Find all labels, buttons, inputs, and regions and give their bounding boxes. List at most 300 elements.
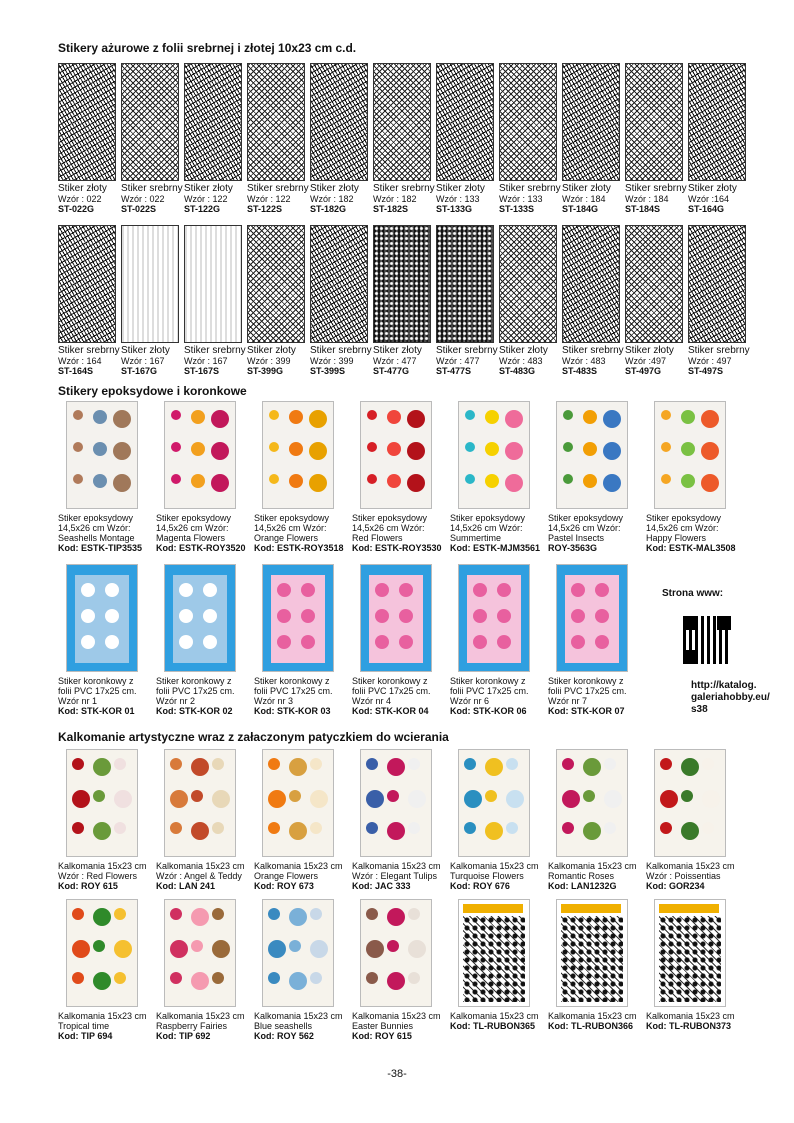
lace-doily	[203, 583, 217, 597]
caption-code: Kod: STK-KOR 04	[352, 706, 429, 716]
caption-code: Kod: GOR234	[646, 881, 705, 891]
lace-sticker-item[interactable]	[625, 225, 688, 376]
sticker-name: Stiker złoty	[247, 345, 296, 356]
decal-caption	[646, 861, 742, 891]
decal-motif	[387, 758, 405, 776]
lace-sticker-item[interactable]	[373, 63, 436, 214]
decal-motif	[212, 790, 230, 808]
decal-image	[262, 899, 334, 1007]
decal-image	[654, 749, 726, 857]
decal-motif	[506, 758, 518, 770]
epoxy-sticker-caption	[352, 513, 448, 553]
caption-line1: Stiker epoksydowy	[352, 513, 428, 523]
decal-item[interactable]	[254, 899, 350, 1041]
sticker-pattern: Wzór : 399	[247, 356, 291, 366]
pvc-lace-sticker-image	[360, 564, 432, 672]
decal-motif	[604, 790, 622, 808]
decal-motif	[506, 790, 524, 808]
sticker-sheet	[75, 575, 129, 663]
decal-motif	[72, 908, 84, 920]
decal-item[interactable]	[254, 749, 350, 891]
lace-sticker-item[interactable]	[121, 63, 184, 214]
sticker-name: Stiker srebrny	[184, 345, 246, 356]
lace-sticker-caption	[373, 184, 436, 214]
sticker-code: ST-182G	[310, 204, 347, 214]
decal-caption	[352, 1011, 448, 1041]
decal-motif	[366, 758, 378, 770]
decal-item[interactable]	[58, 749, 154, 891]
decal-item[interactable]	[352, 749, 448, 891]
caption-line1: Kalkomania 15x23 cm	[646, 861, 735, 871]
caption-line2: Orange Flowers	[254, 871, 319, 881]
epoxy-sticker-image	[66, 401, 138, 509]
decal-motif	[289, 908, 307, 926]
website-label: Strona www:	[662, 588, 724, 599]
website-url-line1: http://katalog.	[691, 680, 757, 691]
website-url[interactable]	[691, 680, 770, 716]
sticker-motif	[603, 410, 621, 428]
sticker-motif	[661, 410, 671, 420]
decal-motif	[310, 908, 322, 920]
lace-doily	[277, 635, 291, 649]
lace-sticker-item[interactable]	[688, 63, 751, 214]
caption-line2: 14,5x26 cm Wzór:	[646, 523, 719, 533]
decal-caption	[58, 1011, 154, 1041]
lace-sticker-caption	[121, 346, 184, 376]
caption-line2: 14,5x26 cm Wzór:	[254, 523, 327, 533]
decal-motif	[310, 822, 322, 834]
decal-motif	[72, 940, 90, 958]
pvc-lace-sticker-item[interactable]	[548, 564, 644, 716]
lace-sticker-caption	[562, 184, 625, 214]
decal-motif	[408, 790, 426, 808]
decal-item[interactable]	[646, 749, 742, 891]
sticker-code: ST-022S	[121, 204, 157, 214]
website-url-line2: galeriahobby.eu/	[691, 692, 770, 703]
lace-sticker-caption	[499, 346, 562, 376]
caption-code: Kod: STK-KOR 07	[548, 706, 625, 716]
lace-sticker-item[interactable]	[121, 225, 184, 376]
sticker-motif	[93, 410, 107, 424]
lace-doily	[571, 583, 585, 597]
caption-line2: Easter Bunnies	[352, 1021, 414, 1031]
lace-sticker-caption	[688, 184, 751, 214]
decal-motif	[191, 908, 209, 926]
decal-motif	[604, 822, 616, 834]
decal-motif	[170, 790, 188, 808]
lace-doily	[497, 609, 511, 623]
lace-sticker-image	[121, 63, 179, 181]
caption-line3: Wzór nr 6	[450, 696, 490, 706]
sticker-motif	[191, 410, 205, 424]
decal-art	[463, 916, 525, 1002]
lace-sticker-item[interactable]	[436, 225, 499, 376]
lace-sticker-item[interactable]	[373, 225, 436, 376]
lace-sticker-caption	[247, 184, 310, 214]
caption-line3: Wzór nr 2	[156, 696, 196, 706]
caption-line2: Romantic Roses	[548, 871, 615, 881]
lace-sticker-image	[499, 63, 557, 181]
decal-item[interactable]	[646, 899, 742, 1031]
lace-doily	[203, 609, 217, 623]
caption-code: Kod: ROY 562	[254, 1031, 314, 1041]
decal-motif	[464, 790, 482, 808]
lace-sticker-image	[688, 63, 746, 181]
sticker-pattern: Wzór : 182	[373, 194, 417, 204]
sticker-motif	[113, 410, 131, 428]
pvc-lace-sticker-image	[66, 564, 138, 672]
sticker-name: Stiker złoty	[499, 345, 548, 356]
caption-code: Kod: ESTK-ROY3518	[254, 543, 344, 553]
caption-code: Kod: JAC 333	[352, 881, 411, 891]
lace-sticker-image	[121, 225, 179, 343]
lace-sticker-caption	[625, 184, 688, 214]
sticker-name: Stiker złoty	[121, 345, 170, 356]
decal-image	[66, 899, 138, 1007]
sticker-motif	[681, 410, 695, 424]
lace-sticker-item[interactable]	[184, 225, 247, 376]
lace-sticker-item[interactable]	[625, 63, 688, 214]
caption-code: Kod: TL-RUBON373	[646, 1021, 731, 1031]
sticker-sheet	[173, 575, 227, 663]
lace-doily	[595, 635, 609, 649]
decal-motif	[170, 758, 182, 770]
section-title-decals: Kalkomanie artystyczne wraz z załaczonym patyczkiem do wcierania	[58, 730, 449, 744]
lace-sticker-item[interactable]	[58, 63, 121, 214]
sticker-motif	[191, 442, 205, 456]
sticker-motif	[93, 474, 107, 488]
lace-doily	[399, 609, 413, 623]
pvc-lace-sticker-image	[262, 564, 334, 672]
lace-doily	[375, 609, 389, 623]
caption-line2: 14,5x26 cm Wzór:	[58, 523, 131, 533]
lace-sticker-caption	[310, 184, 373, 214]
epoxy-sticker-image	[654, 401, 726, 509]
decal-motif	[408, 758, 420, 770]
caption-line1: Kalkomania 15x23 cm	[156, 861, 245, 871]
sticker-motif	[465, 474, 475, 484]
epoxy-sticker-item[interactable]	[352, 401, 448, 553]
decal-motif	[268, 822, 280, 834]
lace-sticker-image	[562, 63, 620, 181]
lace-sticker-item[interactable]	[562, 225, 625, 376]
lace-sticker-item[interactable]	[562, 63, 625, 214]
sticker-name: Stiker srebrny	[310, 345, 372, 356]
caption-line2: 14,5x26 cm Wzór:	[548, 523, 621, 533]
lace-doily	[571, 635, 585, 649]
caption-line2: folii PVC 17x25 cm.	[254, 686, 333, 696]
sticker-motif	[171, 410, 181, 420]
sticker-code: ST-399G	[247, 366, 284, 376]
pvc-lace-sticker-caption	[58, 676, 154, 716]
decal-image	[654, 899, 726, 1007]
decal-motif	[681, 790, 693, 802]
caption-code: Kod: ESTK-MJM3561	[450, 543, 541, 553]
lace-sticker-caption	[436, 184, 499, 214]
lace-doily	[571, 609, 585, 623]
sticker-motif	[563, 442, 573, 452]
caption-line1: Kalkomania 15x23 cm	[450, 1011, 539, 1021]
caption-line2: Raspberry Fairies	[156, 1021, 228, 1031]
decal-caption	[254, 861, 350, 891]
lace-sticker-image	[247, 63, 305, 181]
caption-line2: 14,5x26 cm Wzór:	[352, 523, 425, 533]
epoxy-sticker-image	[458, 401, 530, 509]
decal-motif	[114, 758, 126, 770]
caption-line1: Stiker epoksydowy	[156, 513, 232, 523]
decal-motif	[114, 972, 126, 984]
lace-sticker-image	[247, 225, 305, 343]
lace-sticker-caption	[184, 346, 247, 376]
decal-item[interactable]	[548, 899, 644, 1031]
section-title-lace: Stikery ażurowe z folii srebrnej i złotej 10x23 cm c.d.	[58, 41, 357, 55]
lace-sticker-item[interactable]	[247, 63, 310, 214]
lace-sticker-item[interactable]	[247, 225, 310, 376]
epoxy-sticker-caption	[254, 513, 350, 553]
decal-motif	[191, 790, 203, 802]
sticker-sheet	[565, 575, 619, 663]
pvc-lace-sticker-item[interactable]	[352, 564, 448, 716]
caption-line1: Stiker koronkowy z	[352, 676, 428, 686]
sticker-code: ST-497G	[625, 366, 662, 376]
caption-line2: 14,5x26 cm Wzór:	[450, 523, 523, 533]
sticker-motif	[73, 410, 83, 420]
lace-sticker-item[interactable]	[310, 225, 373, 376]
lace-sticker-caption	[58, 346, 121, 376]
decal-motif	[114, 908, 126, 920]
caption-code: Kod: TIP 694	[58, 1031, 113, 1041]
sticker-motif	[505, 410, 523, 428]
epoxy-sticker-item[interactable]	[548, 401, 644, 553]
decal-art	[561, 916, 623, 1002]
sticker-brand-header	[659, 904, 719, 913]
decal-motif	[387, 822, 405, 840]
epoxy-sticker-caption	[450, 513, 546, 553]
sticker-motif	[465, 442, 475, 452]
sticker-name: Stiker srebrny	[562, 345, 624, 356]
pvc-lace-sticker-item[interactable]	[58, 564, 154, 716]
lace-doily	[203, 635, 217, 649]
decal-motif	[212, 972, 224, 984]
lace-sticker-caption	[499, 184, 562, 214]
decal-motif	[268, 758, 280, 770]
decal-motif	[93, 790, 105, 802]
epoxy-sticker-item[interactable]	[254, 401, 350, 553]
lace-doily	[473, 609, 487, 623]
caption-line1: Kalkomania 15x23 cm	[58, 1011, 147, 1021]
sticker-name: Stiker srebrny	[247, 183, 309, 194]
sticker-code: ST-122G	[184, 204, 221, 214]
decal-motif	[289, 790, 301, 802]
decal-motif	[366, 790, 384, 808]
epoxy-sticker-image	[556, 401, 628, 509]
sticker-pattern: Wzór : 477	[373, 356, 417, 366]
lace-sticker-image	[184, 225, 242, 343]
decal-caption	[548, 861, 644, 891]
sticker-name: Stiker złoty	[58, 183, 107, 194]
decal-caption	[548, 1011, 644, 1031]
decal-motif	[289, 758, 307, 776]
sticker-motif	[211, 442, 229, 460]
decal-motif	[93, 758, 111, 776]
epoxy-sticker-caption	[58, 513, 154, 553]
lace-sticker-item[interactable]	[184, 63, 247, 214]
sticker-motif	[485, 410, 499, 424]
decal-motif	[387, 908, 405, 926]
caption-line2: folii PVC 17x25 cm.	[548, 686, 627, 696]
epoxy-sticker-caption	[156, 513, 252, 553]
sticker-pattern: Wzór : 399	[310, 356, 354, 366]
decal-motif	[485, 758, 503, 776]
caption-line3: Wzór nr 7	[548, 696, 588, 706]
sticker-code: ST-164S	[58, 366, 94, 376]
decal-item[interactable]	[156, 899, 252, 1041]
sticker-pattern: Wzór : 182	[310, 194, 354, 204]
sticker-motif	[583, 410, 597, 424]
sticker-pattern: Wzór :164	[688, 194, 730, 204]
epoxy-sticker-item[interactable]	[156, 401, 252, 553]
decal-motif	[408, 940, 426, 958]
pvc-lace-sticker-item[interactable]	[254, 564, 350, 716]
qr-code[interactable]	[683, 616, 731, 664]
decal-item[interactable]	[548, 749, 644, 891]
lace-doily	[81, 635, 95, 649]
decal-item[interactable]	[156, 749, 252, 891]
caption-line1: Kalkomania 15x23 cm	[254, 861, 343, 871]
lace-doily	[473, 583, 487, 597]
pvc-lace-sticker-caption	[254, 676, 350, 716]
caption-code: Kod: TL-RUBON365	[450, 1021, 535, 1031]
decal-motif	[114, 822, 126, 834]
sticker-pattern: Wzór : 022	[121, 194, 165, 204]
sticker-motif	[387, 474, 401, 488]
pvc-lace-sticker-caption	[156, 676, 252, 716]
lace-doily	[277, 583, 291, 597]
decal-motif	[170, 908, 182, 920]
decal-motif	[310, 758, 322, 770]
decal-motif	[660, 790, 678, 808]
epoxy-sticker-item[interactable]	[58, 401, 154, 553]
sticker-motif	[171, 442, 181, 452]
decal-motif	[212, 822, 224, 834]
decal-item[interactable]	[450, 749, 546, 891]
sticker-motif	[309, 410, 327, 428]
lace-sticker-image	[58, 225, 116, 343]
caption-line2: Wzór : Poissentias	[646, 871, 721, 881]
sticker-code: ST-182S	[373, 204, 409, 214]
lace-doily	[277, 609, 291, 623]
lace-doily	[105, 609, 119, 623]
lace-sticker-item[interactable]	[58, 225, 121, 376]
epoxy-sticker-item[interactable]	[450, 401, 546, 553]
decal-motif	[310, 972, 322, 984]
caption-line1: Stiker koronkowy z	[450, 676, 526, 686]
sticker-code: ST-122S	[247, 204, 283, 214]
decal-motif	[212, 758, 224, 770]
pvc-lace-sticker-item[interactable]	[156, 564, 252, 716]
caption-line2: folii PVC 17x25 cm.	[450, 686, 529, 696]
decal-caption	[450, 1011, 546, 1031]
decal-motif	[93, 822, 111, 840]
sticker-motif	[269, 474, 279, 484]
caption-code: Kod: ROY 676	[450, 881, 510, 891]
decal-motif	[485, 790, 497, 802]
sticker-motif	[407, 442, 425, 460]
caption-code: Kod: ROY 673	[254, 881, 314, 891]
caption-line1: Kalkomania 15x23 cm	[352, 861, 441, 871]
lace-sticker-item[interactable]	[499, 225, 562, 376]
decal-motif	[191, 972, 209, 990]
decal-item[interactable]	[450, 899, 546, 1031]
sticker-name: Stiker srebrny	[625, 183, 687, 194]
lace-doily	[179, 635, 193, 649]
lace-sticker-image	[625, 63, 683, 181]
decal-caption	[352, 861, 448, 891]
decal-motif	[387, 972, 405, 990]
sticker-motif	[583, 442, 597, 456]
sticker-name: Stiker złoty	[562, 183, 611, 194]
sticker-name: Stiker srebrny	[373, 183, 435, 194]
lace-sticker-image	[562, 225, 620, 343]
sticker-name: Stiker złoty	[625, 345, 674, 356]
caption-code: Kod: STK-KOR 02	[156, 706, 233, 716]
decal-image	[556, 749, 628, 857]
sticker-sheet	[467, 575, 521, 663]
decal-item[interactable]	[58, 899, 154, 1041]
decal-motif	[681, 822, 699, 840]
lace-sticker-image	[625, 225, 683, 343]
lace-sticker-item[interactable]	[310, 63, 373, 214]
caption-code: Kod: LAN1232G	[548, 881, 617, 891]
decal-motif	[583, 790, 595, 802]
epoxy-sticker-image	[360, 401, 432, 509]
decal-motif	[72, 972, 84, 984]
sticker-sheet	[271, 575, 325, 663]
decal-motif	[310, 940, 328, 958]
sticker-code: ST-022G	[58, 204, 95, 214]
lace-sticker-item[interactable]	[688, 225, 751, 376]
pvc-lace-sticker-image	[556, 564, 628, 672]
pvc-lace-sticker-caption	[352, 676, 448, 716]
lace-sticker-caption	[373, 346, 436, 376]
caption-line3: Happy Flowers	[646, 533, 707, 543]
decal-item[interactable]	[352, 899, 448, 1041]
pvc-lace-sticker-item[interactable]	[450, 564, 546, 716]
caption-line2: folii PVC 17x25 cm.	[58, 686, 137, 696]
lace-sticker-item[interactable]	[436, 63, 499, 214]
lace-sticker-caption	[310, 346, 373, 376]
caption-line2: Wzór : Angel & Teddy	[156, 871, 242, 881]
epoxy-sticker-caption	[548, 513, 644, 553]
sticker-motif	[211, 410, 229, 428]
decal-motif	[366, 940, 384, 958]
lace-sticker-item[interactable]	[499, 63, 562, 214]
sticker-code: ST-164G	[688, 204, 725, 214]
decal-motif	[583, 758, 601, 776]
sticker-code: ST-133S	[499, 204, 535, 214]
caption-line1: Stiker koronkowy z	[254, 676, 330, 686]
epoxy-sticker-caption	[646, 513, 742, 553]
decal-motif	[366, 822, 378, 834]
lace-doily	[497, 583, 511, 597]
epoxy-sticker-item[interactable]	[646, 401, 742, 553]
decal-image	[360, 899, 432, 1007]
section-title-epoxy: Stikery epoksydowe i koronkowe	[58, 384, 247, 398]
lace-doily	[595, 583, 609, 597]
decal-caption	[254, 1011, 350, 1041]
sticker-motif	[661, 474, 671, 484]
lace-sticker-caption	[247, 346, 310, 376]
